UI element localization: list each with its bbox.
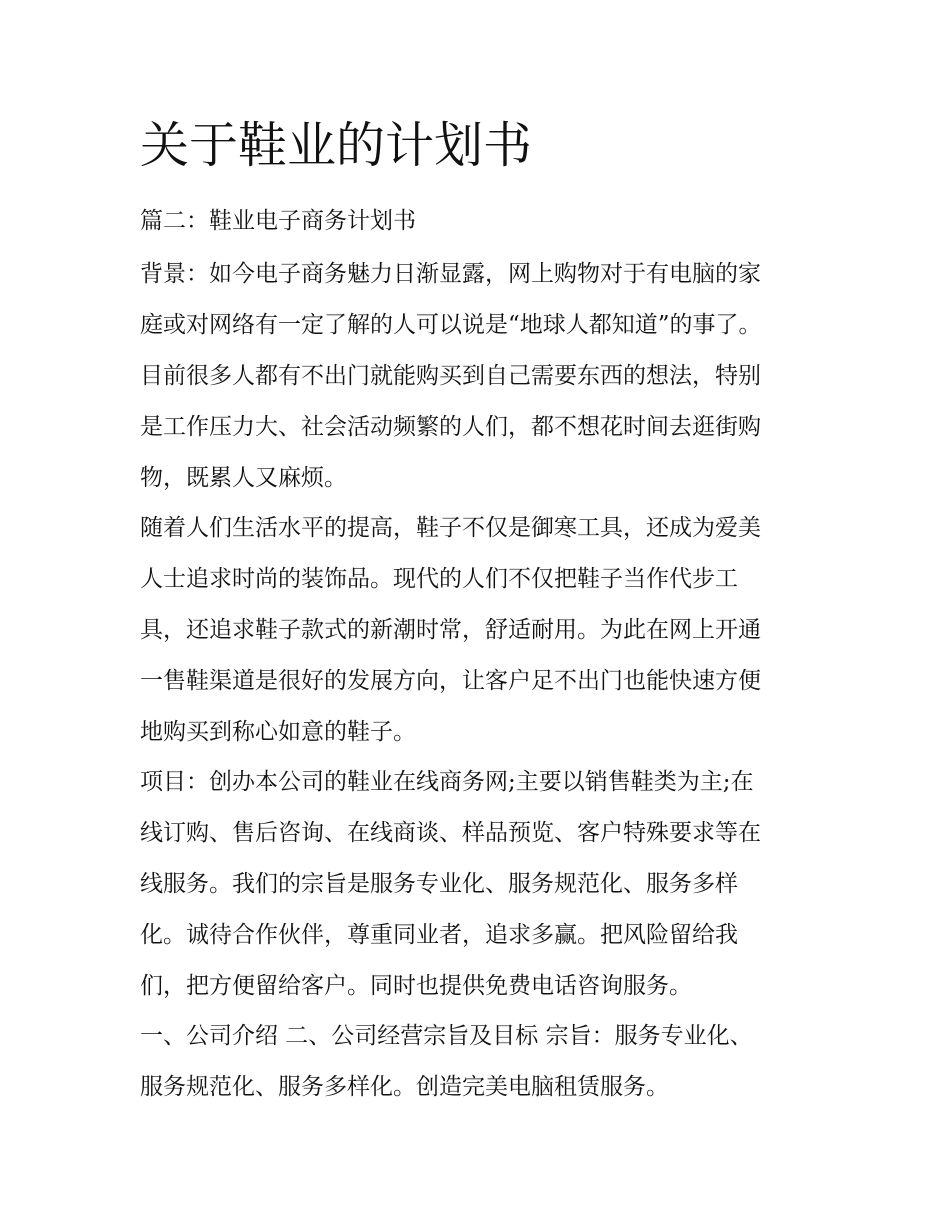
- paragraph-line: 一售鞋渠道是很好的发展方向，让客户足不出门也能快速方便: [140, 668, 761, 694]
- paragraph-line: 是工作压力大、社会活动频繁的人们，都不想花时间去逛街购: [140, 414, 761, 440]
- paragraph-line: 一、公司介绍 二、公司经营宗旨及目标 宗旨：服务专业化、: [140, 1023, 753, 1049]
- document-subtitle: 篇二：鞋业电子商务计划书: [140, 208, 416, 234]
- paragraph-trend: [140, 503, 820, 758]
- paragraph-background: [140, 249, 820, 504]
- paragraph-line: 随着人们生活水平的提高，鞋子不仅是御寒工具，还成为爱美: [140, 515, 761, 541]
- paragraph-line: 服务规范化、服务多样化。创造完美电脑租赁服务。: [140, 1074, 669, 1100]
- paragraph-line: 具，还追求鞋子款式的新潮时常，舒适耐用。为此在网上开通: [140, 617, 761, 643]
- paragraph-line: 线订购、售后咨询、在线商谈、样品预览、客户特殊要求等在: [140, 820, 761, 846]
- paragraph-line: 化。诚待合作伙伴，尊重同业者，追求多赢。把风险留给我: [140, 922, 738, 948]
- paragraph-line: 们，把方便留给客户。同时也提供免费电话咨询服务。: [140, 973, 692, 999]
- paragraph-project: [140, 757, 820, 1012]
- paragraph-line: 项目：创办本公司的鞋业在线商务网;主要以销售鞋类为主;在: [140, 769, 754, 795]
- paragraph-line: 目前很多人都有不出门就能购买到自己需要东西的想法，特别: [140, 363, 761, 389]
- paragraph-line: 线服务。我们的宗旨是服务专业化、服务规范化、服务多样: [140, 871, 738, 897]
- paragraph-line: 庭或对网络有一定了解的人可以说是“地球人都知道”的事了。: [140, 312, 762, 338]
- document-title: 关于鞋业的计划书: [140, 117, 533, 174]
- paragraph-company-intro: [140, 1011, 820, 1113]
- paragraph-line: 人士追求时尚的装饰品。现代的人们不仅把鞋子当作代步工: [140, 566, 738, 592]
- paragraph-line: 物，既累人又麻烦。: [140, 465, 347, 491]
- paragraph-line: 背景：如今电子商务魅力日渐显露，网上购物对于有电脑的家: [140, 261, 761, 287]
- paragraph-line: 地购买到称心如意的鞋子。: [140, 719, 416, 745]
